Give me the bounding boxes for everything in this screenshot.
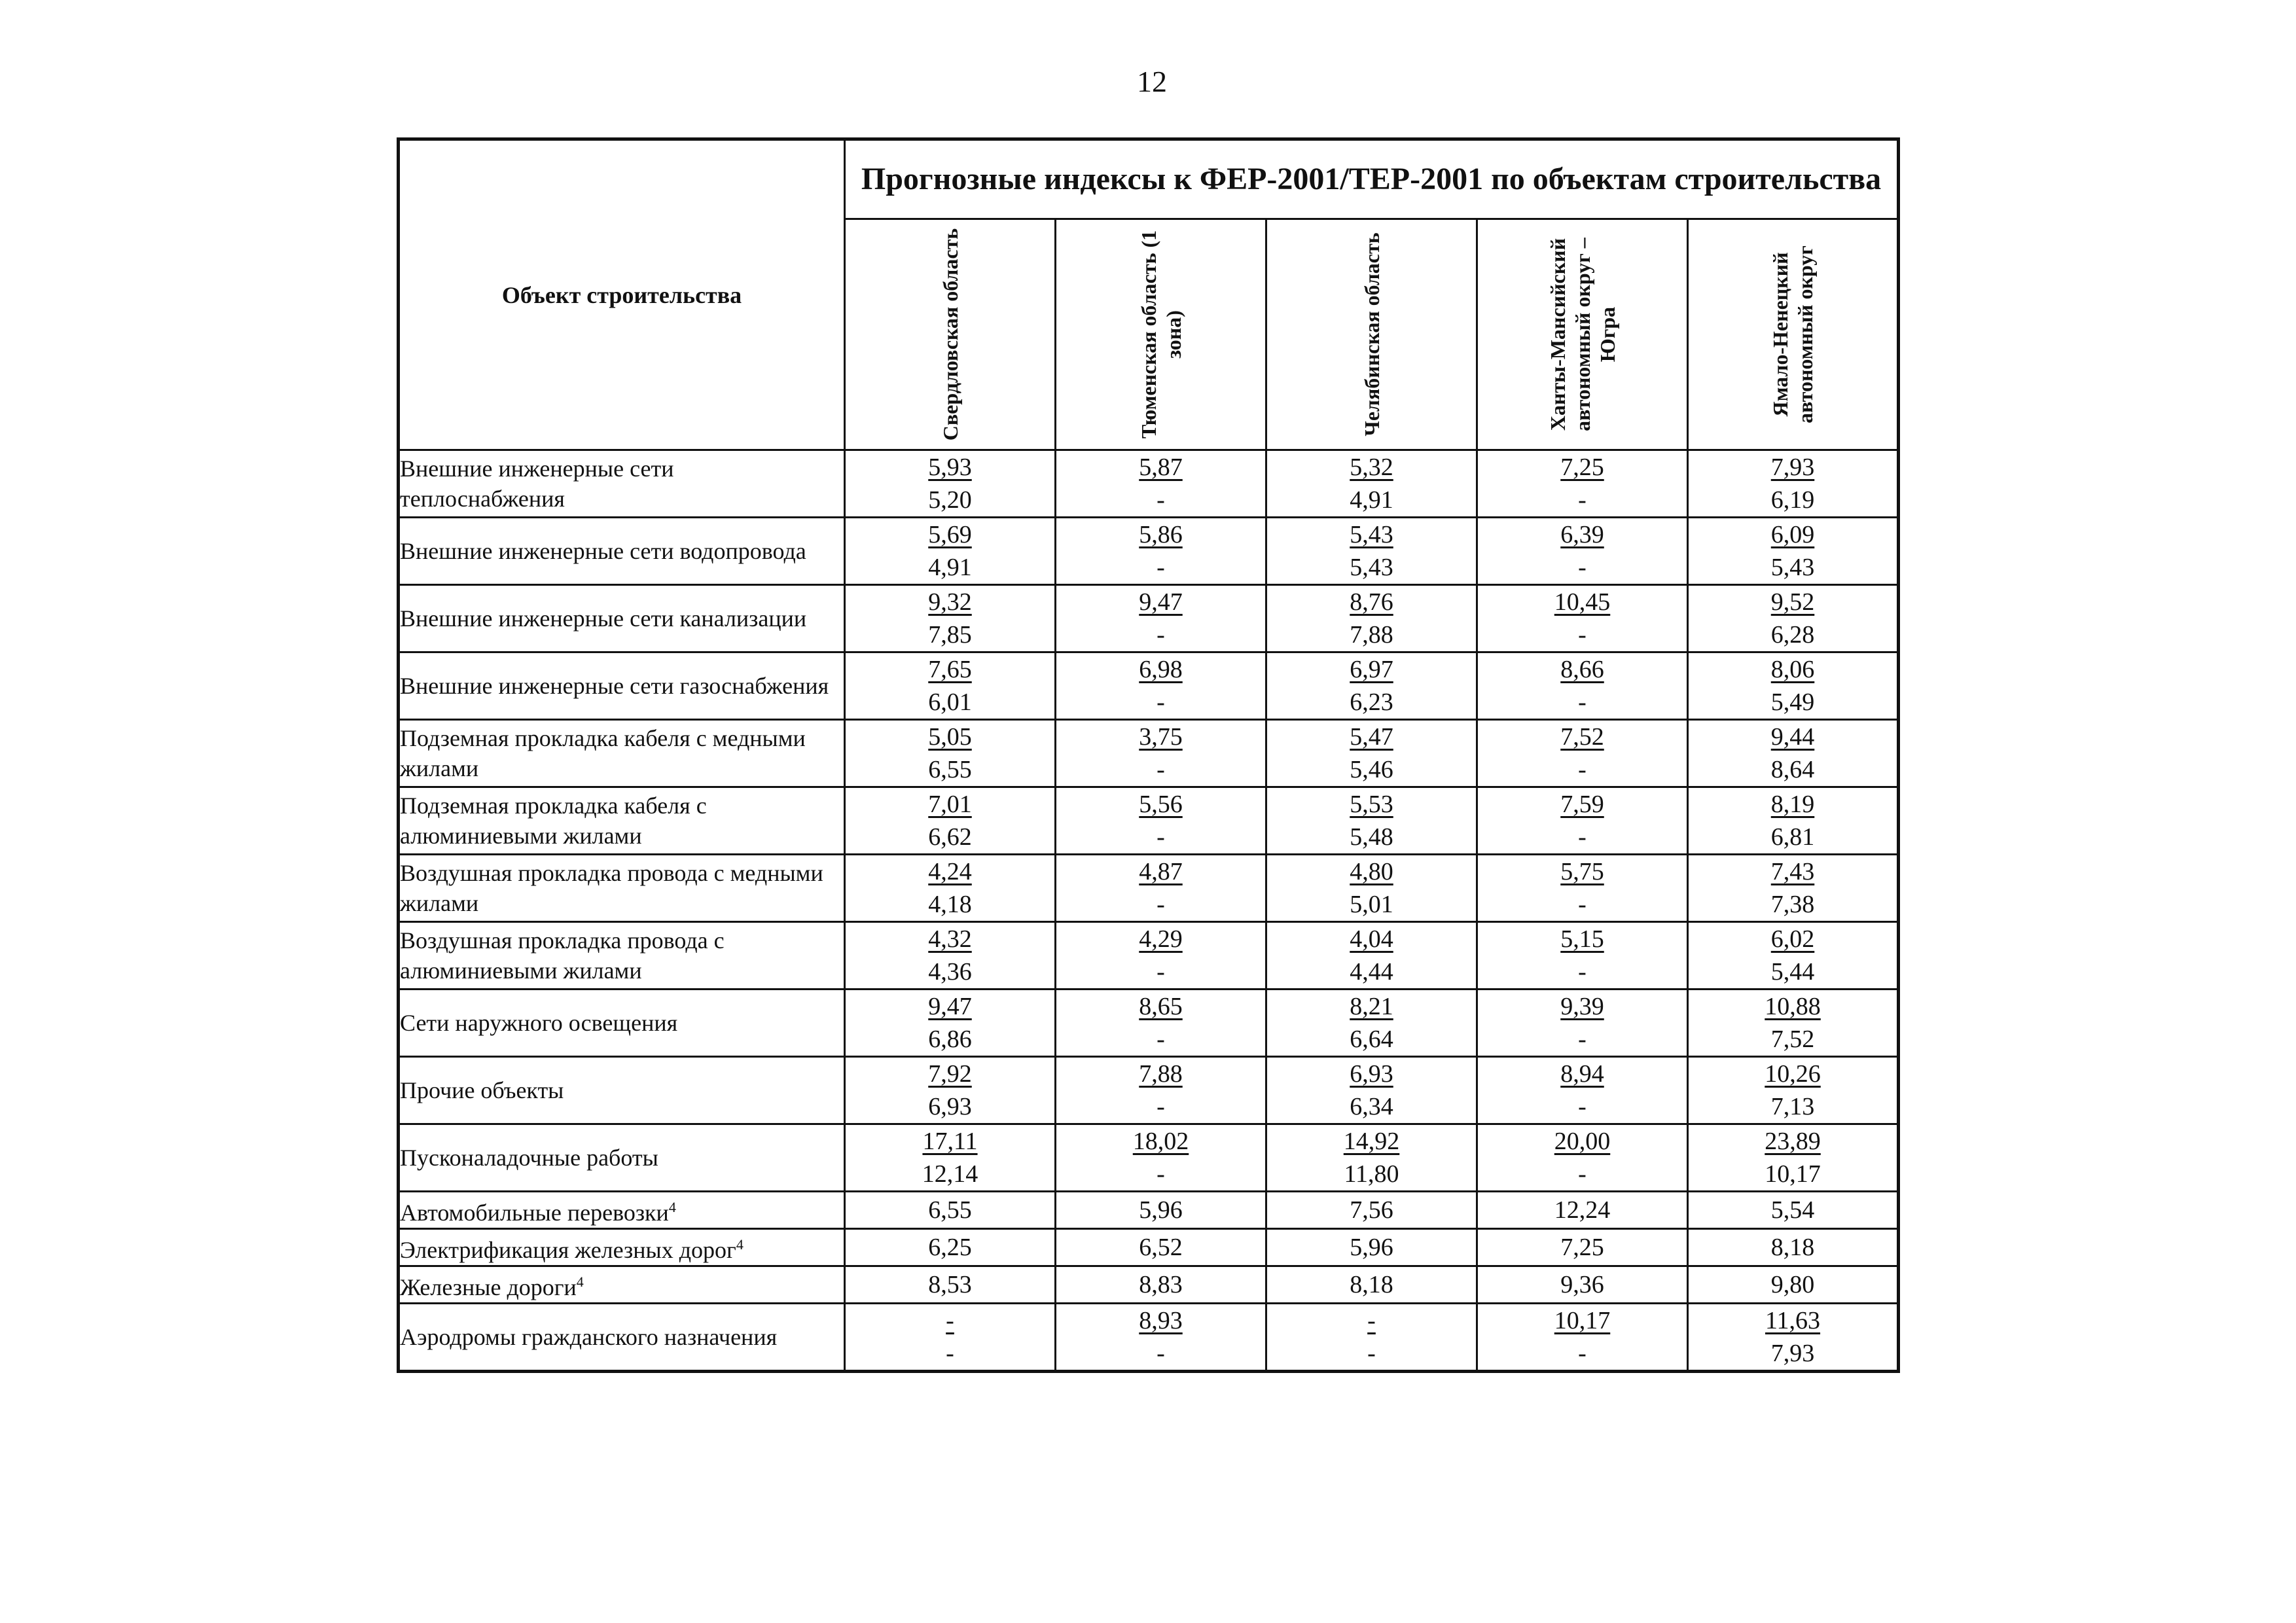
table-row (399, 990, 1899, 1057)
table-row (399, 652, 1899, 720)
index-value-top: 4,29 (1139, 925, 1183, 953)
object-name: Внешние инженерные сети газоснабжения (400, 673, 829, 699)
index-value-cell (1266, 1304, 1477, 1372)
index-group-title: Прогнозные индексы к ФЕР-2001/ТЕР-2001 по объектам строительства (845, 139, 1899, 219)
index-value-bottom: - (1578, 1160, 1587, 1188)
index-value: 6,55 (928, 1196, 972, 1224)
index-value-bottom: - (1157, 621, 1165, 649)
index-value-top: - (946, 1307, 954, 1334)
index-value-cell (1056, 1124, 1266, 1192)
index-value-bottom: - (1157, 688, 1165, 716)
index-value-top: 8,93 (1139, 1307, 1183, 1334)
index-value-bottom: 7,85 (928, 621, 972, 649)
forecast-index-table (397, 137, 1900, 1373)
index-value-top: 5,43 (1350, 521, 1393, 548)
index-value-bottom: - (1157, 1160, 1165, 1188)
index-value-cell (1477, 855, 1688, 922)
index-value-cell (845, 855, 1056, 922)
table-row (399, 1266, 1899, 1304)
index-value-bottom: - (1367, 1340, 1376, 1367)
index-value-top: 9,44 (1770, 723, 1815, 751)
object-name-cell (399, 518, 845, 585)
index-value-cell (845, 990, 1056, 1057)
index-value-top: 18,02 (1132, 1128, 1189, 1155)
index-value-bottom: 6,28 (1770, 621, 1815, 649)
index-value-bottom: 4,91 (1350, 486, 1393, 514)
region-label: Челябинская область (1359, 232, 1384, 437)
index-value-bottom: - (1578, 1340, 1587, 1367)
index-value-bottom: - (946, 1340, 954, 1367)
object-name: Внешние инженерные сети канализации (400, 605, 807, 632)
index-value-cell (1056, 585, 1266, 652)
index-value-bottom: - (1578, 1093, 1587, 1120)
index-value-cell (1266, 1266, 1477, 1304)
index-value-cell (1266, 855, 1477, 922)
index-value-top: 5,75 (1560, 858, 1604, 885)
index-value-cell (845, 1266, 1056, 1304)
table-row (399, 1057, 1899, 1124)
region-label: Ханты-Мансийский автономный округ – Югра (1545, 238, 1619, 431)
index-value-cell (845, 1124, 1056, 1192)
index-value-cell (1056, 855, 1266, 922)
index-value: 9,36 (1560, 1271, 1604, 1298)
object-name-cell (399, 720, 845, 787)
index-value-top: 6,97 (1350, 656, 1393, 683)
index-value-cell (1056, 1266, 1266, 1304)
index-value-bottom: - (1157, 1340, 1165, 1367)
table-row (399, 855, 1899, 922)
index-value-cell (1688, 787, 1899, 855)
index-value-bottom: 6,62 (928, 823, 972, 851)
index-value-top: 10,17 (1554, 1307, 1611, 1334)
index-value-top: - (1367, 1307, 1376, 1334)
index-value-top: 7,92 (928, 1060, 972, 1088)
index-value-cell (845, 652, 1056, 720)
index-value-cell (1688, 1124, 1899, 1192)
index-value-cell (1266, 1192, 1477, 1229)
index-value-cell (1056, 1192, 1266, 1229)
index-value-top: 7,01 (928, 791, 972, 818)
index-value-bottom: - (1578, 823, 1587, 851)
index-value-top: 9,47 (1139, 588, 1183, 616)
index-value: 7,25 (1560, 1234, 1604, 1261)
index-value-top: 3,75 (1139, 723, 1183, 751)
index-value-cell (1477, 1229, 1688, 1266)
index-value-bottom: - (1157, 891, 1165, 918)
footnote-marker: 4 (668, 1199, 676, 1215)
region-header-tyumen (1056, 219, 1266, 450)
index-value-cell (1266, 720, 1477, 787)
table-row (399, 585, 1899, 652)
index-value-top: 10,88 (1765, 993, 1821, 1020)
index-value-top: 5,87 (1139, 454, 1183, 481)
region-header-khmao (1477, 219, 1688, 450)
index-value-cell (1266, 990, 1477, 1057)
index-value-top: 17,11 (922, 1128, 978, 1155)
index-value-cell (845, 585, 1056, 652)
index-value-bottom: 5,01 (1350, 891, 1393, 918)
index-value-cell (1477, 1192, 1688, 1229)
index-value-cell (1266, 450, 1477, 518)
index-value-top: 7,65 (928, 656, 972, 683)
index-value-top: 9,52 (1770, 588, 1815, 616)
index-value-bottom: - (1578, 688, 1587, 716)
index-value-bottom: 4,44 (1350, 958, 1393, 986)
index-value-cell (1477, 787, 1688, 855)
index-value-cell (1056, 450, 1266, 518)
object-name: Воздушная прокладка провода с алюминиевыми жилами (400, 927, 725, 984)
object-name-cell (399, 1266, 845, 1304)
index-value-cell (845, 1192, 1056, 1229)
index-value-top: 11,63 (1765, 1307, 1821, 1334)
index-value-cell (1688, 1229, 1899, 1266)
index-value: 8,53 (928, 1271, 972, 1298)
table-row (399, 1304, 1899, 1372)
index-value-top: 6,39 (1560, 521, 1604, 548)
index-value-top: 5,56 (1139, 791, 1183, 818)
object-name: Сети наружного освещения (400, 1010, 678, 1036)
index-value-bottom: 12,14 (922, 1160, 978, 1188)
index-value: 6,25 (928, 1234, 972, 1261)
table-row (399, 1124, 1899, 1192)
index-value-top: 6,02 (1770, 925, 1815, 953)
index-value-top: 4,24 (928, 858, 972, 885)
index-value-bottom: - (1578, 756, 1587, 783)
object-name: Прочие объекты (400, 1077, 564, 1103)
index-value-cell (1056, 1229, 1266, 1266)
index-value-cell (1056, 922, 1266, 990)
index-value-cell (1688, 585, 1899, 652)
index-value-bottom: 7,93 (1770, 1340, 1815, 1367)
index-value-cell (1477, 652, 1688, 720)
object-name-cell (399, 1124, 845, 1192)
index-value-top: 8,21 (1350, 993, 1393, 1020)
index-value: 6,52 (1139, 1234, 1183, 1261)
index-value-top: 4,32 (928, 925, 972, 953)
index-value-cell (1477, 1124, 1688, 1192)
index-value-cell (1477, 518, 1688, 585)
index-value-cell (1056, 1057, 1266, 1124)
table-row (399, 450, 1899, 518)
index-value-top: 6,93 (1350, 1060, 1393, 1088)
region-label: Тюменская область (1 зона) (1136, 230, 1185, 439)
index-value-bottom: 6,93 (928, 1093, 972, 1120)
index-value-bottom: 4,18 (928, 891, 972, 918)
table-body (399, 450, 1899, 1372)
object-name: Подземная прокладка кабеля с медными жилами (400, 725, 806, 781)
index-value-cell (1688, 990, 1899, 1057)
index-value-cell (1688, 1057, 1899, 1124)
index-value: 9,80 (1770, 1271, 1815, 1298)
footnote-marker: 4 (736, 1236, 744, 1253)
index-value-cell (1056, 990, 1266, 1057)
index-value: 12,24 (1554, 1196, 1611, 1224)
index-value-top: 8,19 (1770, 791, 1815, 818)
index-value-top: 10,45 (1554, 588, 1611, 616)
object-name: Аэродромы гражданского назначения (400, 1324, 778, 1350)
index-value-cell (1266, 585, 1477, 652)
index-value-bottom: 5,43 (1350, 554, 1393, 581)
index-value-top: 20,00 (1554, 1128, 1611, 1155)
index-value-cell (1688, 652, 1899, 720)
table-row (399, 1192, 1899, 1229)
index-value-bottom: 5,20 (928, 486, 972, 514)
object-name: Воздушная прокладка провода с медными жилами (400, 860, 823, 916)
index-value-cell (1688, 720, 1899, 787)
index-value-bottom: - (1157, 554, 1165, 581)
object-name-cell (399, 1057, 845, 1124)
region-label: Свердловская область (938, 228, 962, 441)
index-value-bottom: 5,44 (1770, 958, 1815, 986)
index-value-bottom: 7,13 (1770, 1093, 1815, 1120)
index-value-cell (1477, 922, 1688, 990)
index-value-cell (1266, 1229, 1477, 1266)
table-row (399, 922, 1899, 990)
object-name: Железные дороги (400, 1274, 577, 1300)
index-value-bottom: - (1578, 958, 1587, 986)
index-value-cell (1266, 652, 1477, 720)
index-value-cell (1266, 787, 1477, 855)
index-value-top: 5,53 (1350, 791, 1393, 818)
index-value-top: 7,88 (1139, 1060, 1183, 1088)
object-name: Пусконаладочные работы (400, 1145, 658, 1171)
index-value-cell (1688, 1304, 1899, 1372)
index-value-top: 7,43 (1770, 858, 1815, 885)
index-value-cell (1477, 1266, 1688, 1304)
object-name-cell (399, 585, 845, 652)
index-value-cell (845, 518, 1056, 585)
object-name-cell (399, 855, 845, 922)
index-value-cell (1056, 787, 1266, 855)
index-value-top: 7,93 (1770, 454, 1815, 481)
index-value-bottom: 6,01 (928, 688, 972, 716)
object-name: Внешние инженерные сети теплоснабжения (400, 455, 674, 512)
index-value-cell (1266, 922, 1477, 990)
object-name-cell (399, 1304, 845, 1372)
object-name-cell (399, 922, 845, 990)
index-value-top: 14,92 (1343, 1128, 1400, 1155)
index-value-bottom: 6,86 (928, 1026, 972, 1053)
index-value-cell (1688, 450, 1899, 518)
index-value-top: 5,32 (1350, 454, 1393, 481)
index-value-cell (1056, 1304, 1266, 1372)
table-row (399, 787, 1899, 855)
index-value-top: 9,39 (1560, 993, 1604, 1020)
index-value-bottom: 5,43 (1770, 554, 1815, 581)
index-value-cell (1477, 720, 1688, 787)
index-value: 8,18 (1770, 1234, 1815, 1261)
page-number: 12 (1137, 65, 1167, 98)
index-value-cell (1688, 1266, 1899, 1304)
index-value-cell (845, 1057, 1056, 1124)
index-value-bottom: 10,17 (1765, 1160, 1821, 1188)
index-value-cell (1477, 1057, 1688, 1124)
index-value-bottom: - (1157, 486, 1165, 514)
index-value-top: 5,93 (928, 454, 972, 481)
object-name-cell (399, 1229, 845, 1266)
index-value-cell (1477, 990, 1688, 1057)
object-name-cell (399, 652, 845, 720)
index-value-bottom: - (1578, 621, 1587, 649)
index-value-bottom: 11,80 (1344, 1160, 1399, 1188)
index-value-bottom: - (1157, 1026, 1165, 1053)
index-value-top: 9,47 (928, 993, 972, 1020)
index-value-top: 7,25 (1560, 454, 1604, 481)
object-name: Внешние инженерные сети водопровода (400, 538, 806, 564)
index-value-bottom: - (1578, 1026, 1587, 1053)
index-value-bottom: 6,34 (1350, 1093, 1393, 1120)
index-value-cell (1477, 450, 1688, 518)
index-value-cell (845, 720, 1056, 787)
index-value-top: 5,47 (1350, 723, 1393, 751)
index-value-top: 4,80 (1350, 858, 1393, 885)
index-value-cell (1056, 720, 1266, 787)
region-header-chelyabinsk (1266, 219, 1477, 450)
index-value-bottom: 7,88 (1350, 621, 1393, 649)
index-value-cell (1688, 922, 1899, 990)
index-value-bottom: 7,52 (1770, 1026, 1815, 1053)
region-label: Ямало-Ненецкий автономный округ (1768, 245, 1818, 423)
region-header-yanao (1688, 219, 1899, 450)
index-value-bottom: 5,48 (1350, 823, 1393, 851)
index-value: 5,54 (1770, 1196, 1815, 1224)
index-value-bottom: 6,55 (928, 756, 972, 783)
index-value-top: 9,32 (928, 588, 972, 616)
index-value-top: 4,87 (1139, 858, 1183, 885)
object-name: Электрификация железных дорог (400, 1237, 736, 1263)
index-value-top: 8,65 (1139, 993, 1183, 1020)
index-value-bottom: - (1157, 958, 1165, 986)
index-value-bottom: 6,19 (1770, 486, 1815, 514)
index-value-top: 5,86 (1139, 521, 1183, 548)
index-value-cell (1688, 855, 1899, 922)
index-value-top: 6,98 (1139, 656, 1183, 683)
index-value-top: 23,89 (1765, 1128, 1821, 1155)
index-value-cell (1266, 518, 1477, 585)
index-value-top: 5,05 (928, 723, 972, 751)
index-value-cell (845, 450, 1056, 518)
index-value-top: 7,52 (1560, 723, 1604, 751)
index-value-bottom: 8,64 (1770, 756, 1815, 783)
index-value-bottom: 6,81 (1770, 823, 1815, 851)
index-value-bottom: 4,91 (928, 554, 972, 581)
footnote-marker: 4 (576, 1274, 584, 1290)
index-value-bottom: 4,36 (928, 958, 972, 986)
index-value-bottom: - (1578, 554, 1587, 581)
index-value-cell (845, 787, 1056, 855)
table-row (399, 720, 1899, 787)
index-value-top: 8,94 (1560, 1060, 1604, 1088)
index-value-top: 8,66 (1560, 656, 1604, 683)
index-value: 8,83 (1139, 1271, 1183, 1298)
index-value-top: 8,76 (1350, 588, 1393, 616)
object-column-header: Объект строительства (399, 139, 845, 450)
object-name: Подземная прокладка кабеля с алюминиевыми жилами (400, 793, 707, 849)
index-value-bottom: - (1157, 823, 1165, 851)
index-value-cell (1266, 1124, 1477, 1192)
region-header-sverdlovsk (845, 219, 1056, 450)
index-value-bottom: - (1157, 1093, 1165, 1120)
index-value-top: 7,59 (1560, 791, 1604, 818)
index-value-cell (1477, 585, 1688, 652)
index-value-bottom: - (1157, 756, 1165, 783)
index-value-bottom: 5,49 (1770, 688, 1815, 716)
index-value-bottom: - (1578, 486, 1587, 514)
index-value-cell (845, 922, 1056, 990)
index-value: 5,96 (1350, 1234, 1393, 1261)
index-value-top: 6,09 (1770, 521, 1815, 548)
index-value-top: 8,06 (1770, 656, 1815, 683)
index-value-bottom: 6,64 (1350, 1026, 1393, 1053)
index-value: 5,96 (1139, 1196, 1183, 1224)
index-value-cell (1056, 652, 1266, 720)
object-name-cell (399, 1192, 845, 1229)
index-value-top: 5,15 (1560, 925, 1604, 953)
index-value-cell (1266, 1057, 1477, 1124)
header-row-top (399, 139, 1899, 219)
index-value-cell (845, 1229, 1056, 1266)
index-value-cell (845, 1304, 1056, 1372)
index-value-bottom: 7,38 (1770, 891, 1815, 918)
index-value: 7,56 (1350, 1196, 1393, 1224)
index-value-bottom: 6,23 (1350, 688, 1393, 716)
table-row (399, 1229, 1899, 1266)
index-value-top: 5,69 (928, 521, 972, 548)
index-value-bottom: 5,46 (1350, 756, 1393, 783)
index-value-top: 4,04 (1350, 925, 1393, 953)
index-value-top: 10,26 (1765, 1060, 1821, 1088)
object-name: Автомобильные перевозки (400, 1200, 669, 1226)
object-name-cell (399, 990, 845, 1057)
index-value-cell (1688, 518, 1899, 585)
object-name-cell (399, 450, 845, 518)
index-value-bottom: - (1578, 891, 1587, 918)
index-value-cell (1688, 1192, 1899, 1229)
index-value: 8,18 (1350, 1271, 1393, 1298)
index-value-cell (1477, 1304, 1688, 1372)
index-value-cell (1056, 518, 1266, 585)
table-row (399, 518, 1899, 585)
object-name-cell (399, 787, 845, 855)
